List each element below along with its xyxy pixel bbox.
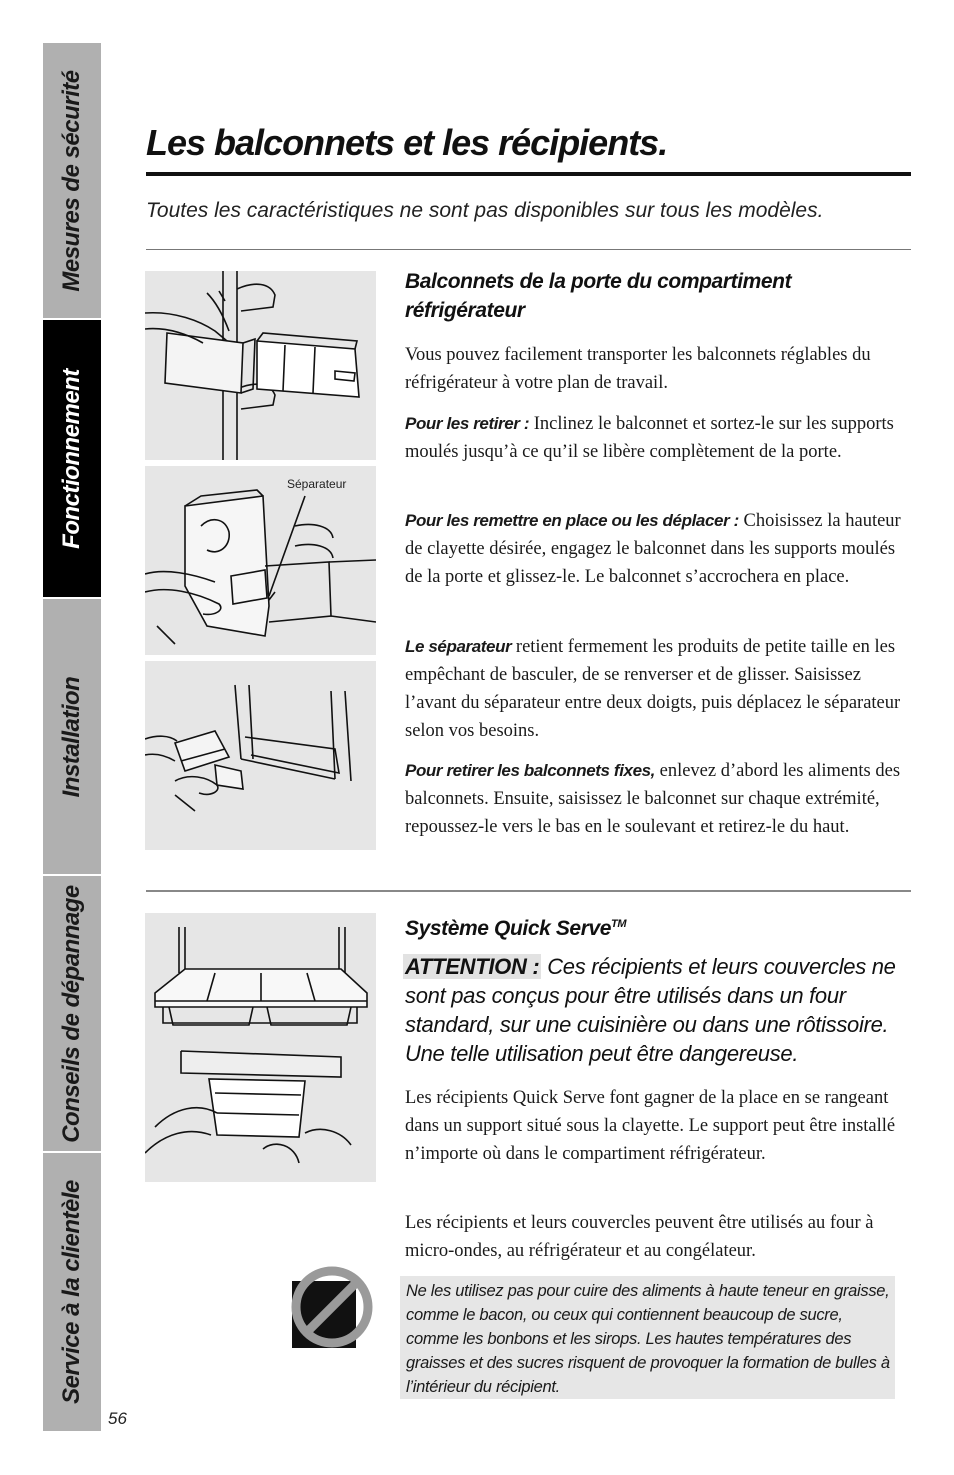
trademark-mark: TM bbox=[611, 918, 627, 930]
remove-lead: Pour les retirer : bbox=[405, 414, 530, 433]
intro-paragraph: Vous pouvez facilement transporter les balconnets réglables du réfrigérateur à votre plan de travail. bbox=[405, 345, 871, 393]
replace-paragraph bbox=[405, 507, 915, 591]
section-divider bbox=[146, 890, 911, 892]
tab-service-a-la-clientele[interactable] bbox=[43, 1153, 101, 1431]
separator-lead: Le séparateur bbox=[405, 637, 512, 656]
remove-text: Inclinez le balconnet et sortez-le sur les supports moulés jusqu’à ce qu’il se libère complètement de la porte. bbox=[405, 414, 894, 462]
tab-installation[interactable] bbox=[43, 599, 101, 876]
illustration-separator bbox=[145, 466, 376, 655]
section-heading-quick-serve bbox=[405, 910, 626, 943]
microwave-paragraph: Les récipients et leurs couvercles peuvent être utilisés au four à micro-ondes, au réfrigérateur et au congélateur. bbox=[405, 1213, 874, 1261]
remove-paragraph bbox=[405, 410, 915, 466]
attention-lead: ATTENTION : bbox=[405, 954, 540, 979]
illustration-fixed-bin bbox=[145, 661, 376, 850]
separator-text: retient fermement les produits de petite taille en les empêchant de basculer, de se renverser et de glisser. Saisissez l’avant du séparateur entre deux doigts, puis déplacez le séparateur selon vos besoins. bbox=[405, 637, 901, 741]
tab-mesures-de-securite[interactable] bbox=[43, 43, 101, 320]
illustration-removing-door-bin bbox=[145, 271, 376, 460]
quick-serve-paragraph: Les récipients Quick Serve font gagner de la place en se rangeant dans un support situé sous la clayette. Le support peut être installé n’importe où dans le compartiment réfrigérateur. bbox=[405, 1088, 896, 1164]
tab-fonctionnement[interactable] bbox=[43, 320, 101, 599]
tab-conseils-de-depannage[interactable] bbox=[43, 876, 101, 1153]
tab-label: Mesures de sécurité bbox=[58, 69, 85, 292]
fixed-bins-paragraph bbox=[405, 757, 915, 841]
fixed-lead: Pour retirer les balconnets fixes, bbox=[405, 761, 655, 780]
tab-label: Conseils de dépannage bbox=[58, 884, 85, 1143]
fixed-text: enlevez d’abord les aliments des balconnets. Ensuite, saisissez le balconnet sur chaque extrémité, repoussez-le vers le bas en le soulevant et retirez-le du haut. bbox=[405, 761, 901, 837]
tab-label: Fonctionnement bbox=[58, 368, 85, 549]
caution-note-text: Ne les utilisez pas pour cuire des aliments à haute teneur en graisse, comme le bacon, ou ceux qui contiennent beaucoup de sucre, comme les bonbons et les sirops. Les hautes températures des graisses et des sucres risquent de provoquer la formation de bulles à l’intérieur du récipient. bbox=[406, 1282, 890, 1396]
replace-lead: Pour les remettre en place ou les déplacer : bbox=[405, 511, 739, 530]
heading-line: Balconnets de la porte du compartiment bbox=[405, 270, 792, 293]
separator-label: Séparateur bbox=[287, 477, 347, 491]
attention-warning bbox=[405, 952, 915, 1068]
section-heading-door-bins bbox=[405, 267, 791, 325]
section-tabs bbox=[43, 43, 101, 1431]
replace-text: Choisissez la hauteur de clayette désirée, engagez le balconnet dans les supports moulés de la porte et glissez-le. Le balconnet s’accrochera en place. bbox=[405, 511, 901, 587]
tab-label: Service à la clientèle bbox=[58, 1180, 85, 1404]
page-title: Les balconnets et les récipients. bbox=[146, 122, 668, 163]
page-number: 56 bbox=[108, 1409, 127, 1428]
title-rule bbox=[146, 172, 911, 176]
divider bbox=[146, 249, 911, 250]
illustration-quick-serve bbox=[145, 913, 376, 1182]
heading-text: Système Quick Serve bbox=[405, 917, 612, 940]
separator-paragraph bbox=[405, 633, 915, 745]
tab-label: Installation bbox=[58, 676, 85, 797]
attention-text: Ces récipients et leurs couvercles ne sont pas conçus pour être utilisés dans un four standard, sur une cuisinière ou dans une rôtissoire. Une telle utilisation peut être dangereuse. bbox=[405, 954, 896, 1066]
heading-line: réfrigérateur bbox=[405, 299, 525, 322]
prohibition-icon bbox=[289, 1264, 377, 1352]
page-subtitle: Toutes les caractéristiques ne sont pas disponibles sur tous les modèles. bbox=[146, 199, 824, 222]
caution-note bbox=[400, 1276, 895, 1399]
